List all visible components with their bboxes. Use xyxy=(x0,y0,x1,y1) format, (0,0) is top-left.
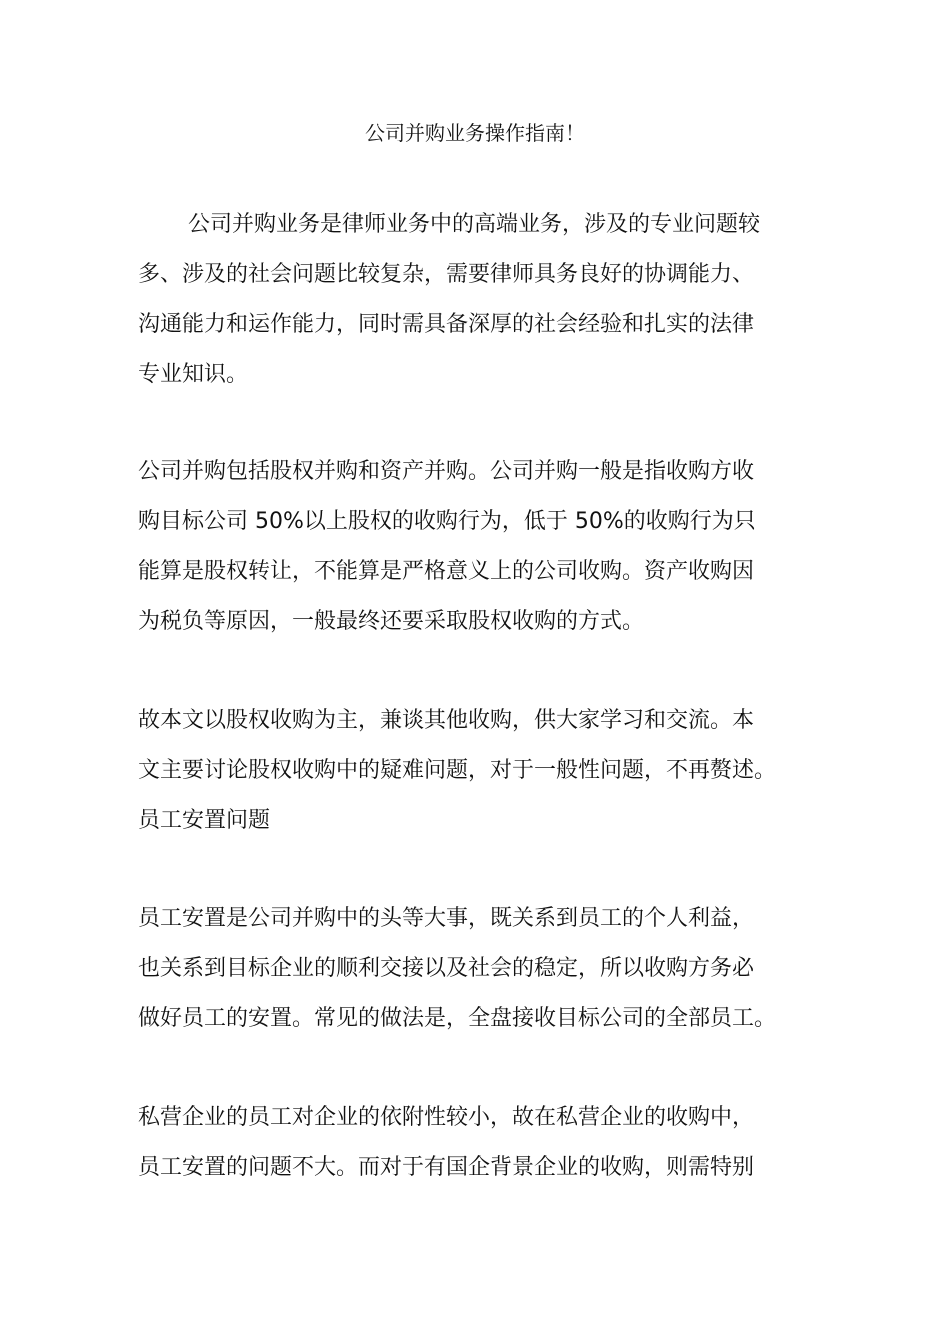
paragraph-employee-placement xyxy=(138,894,818,1044)
paragraph-line: 做好员工的安置。常见的做法是，全盘接收目标公司的全部员工。 xyxy=(138,1006,777,1031)
paragraph-line: 私营企业的员工对企业的依附性较小，故在私营企业的收购中， xyxy=(138,1105,755,1130)
section-heading: 员工安置问题 xyxy=(138,808,271,833)
paragraph-line: 公司并购业务是律师业务中的高端业务，涉及的专业问题较 xyxy=(188,212,761,237)
paragraph-line: 为税负等原因，一般最终还要采取股权收购的方式。 xyxy=(138,609,645,634)
paragraph-line: 沟通能力和运作能力，同时需具备深厚的社会经验和扎实的法律 xyxy=(138,312,755,337)
paragraph-line: 员工安置的问题不大。而对于有国企背景企业的收购，则需特别 xyxy=(138,1155,755,1180)
paragraph-intro xyxy=(138,200,818,400)
paragraph-line: 能算是股权转让，不能算是严格意义上的公司收购。资产收购因 xyxy=(138,559,755,584)
document-title: 公司并购业务操作指南！ xyxy=(365,121,585,145)
paragraph-line: 文主要讨论股权收购中的疑难问题，对于一般性问题，不再赘述。 xyxy=(138,758,777,783)
paragraph-private-enterprise xyxy=(138,1093,818,1193)
paragraph-line: 专业知识。 xyxy=(138,362,249,387)
paragraph-line: 多、涉及的社会问题比较复杂，需要律师具务良好的协调能力、 xyxy=(138,262,755,287)
paragraph-line: 也关系到目标企业的顺利交接以及社会的稳定，所以收购方务必 xyxy=(138,956,755,981)
paragraph-line: 公司并购包括股权并购和资产并购。公司并购一般是指收购方收 xyxy=(138,459,755,484)
paragraph-scope xyxy=(138,696,818,796)
paragraph-line: 购目标公司 50%以上股权的收购行为，低于 50%的收购行为只 xyxy=(138,509,756,534)
paragraph-line: 故本文以股权收购为主，兼谈其他收购，供大家学习和交流。本 xyxy=(138,708,755,733)
paragraph-definition xyxy=(138,447,818,647)
paragraph-line: 员工安置是公司并购中的头等大事，既关系到员工的个人利益， xyxy=(138,906,755,931)
